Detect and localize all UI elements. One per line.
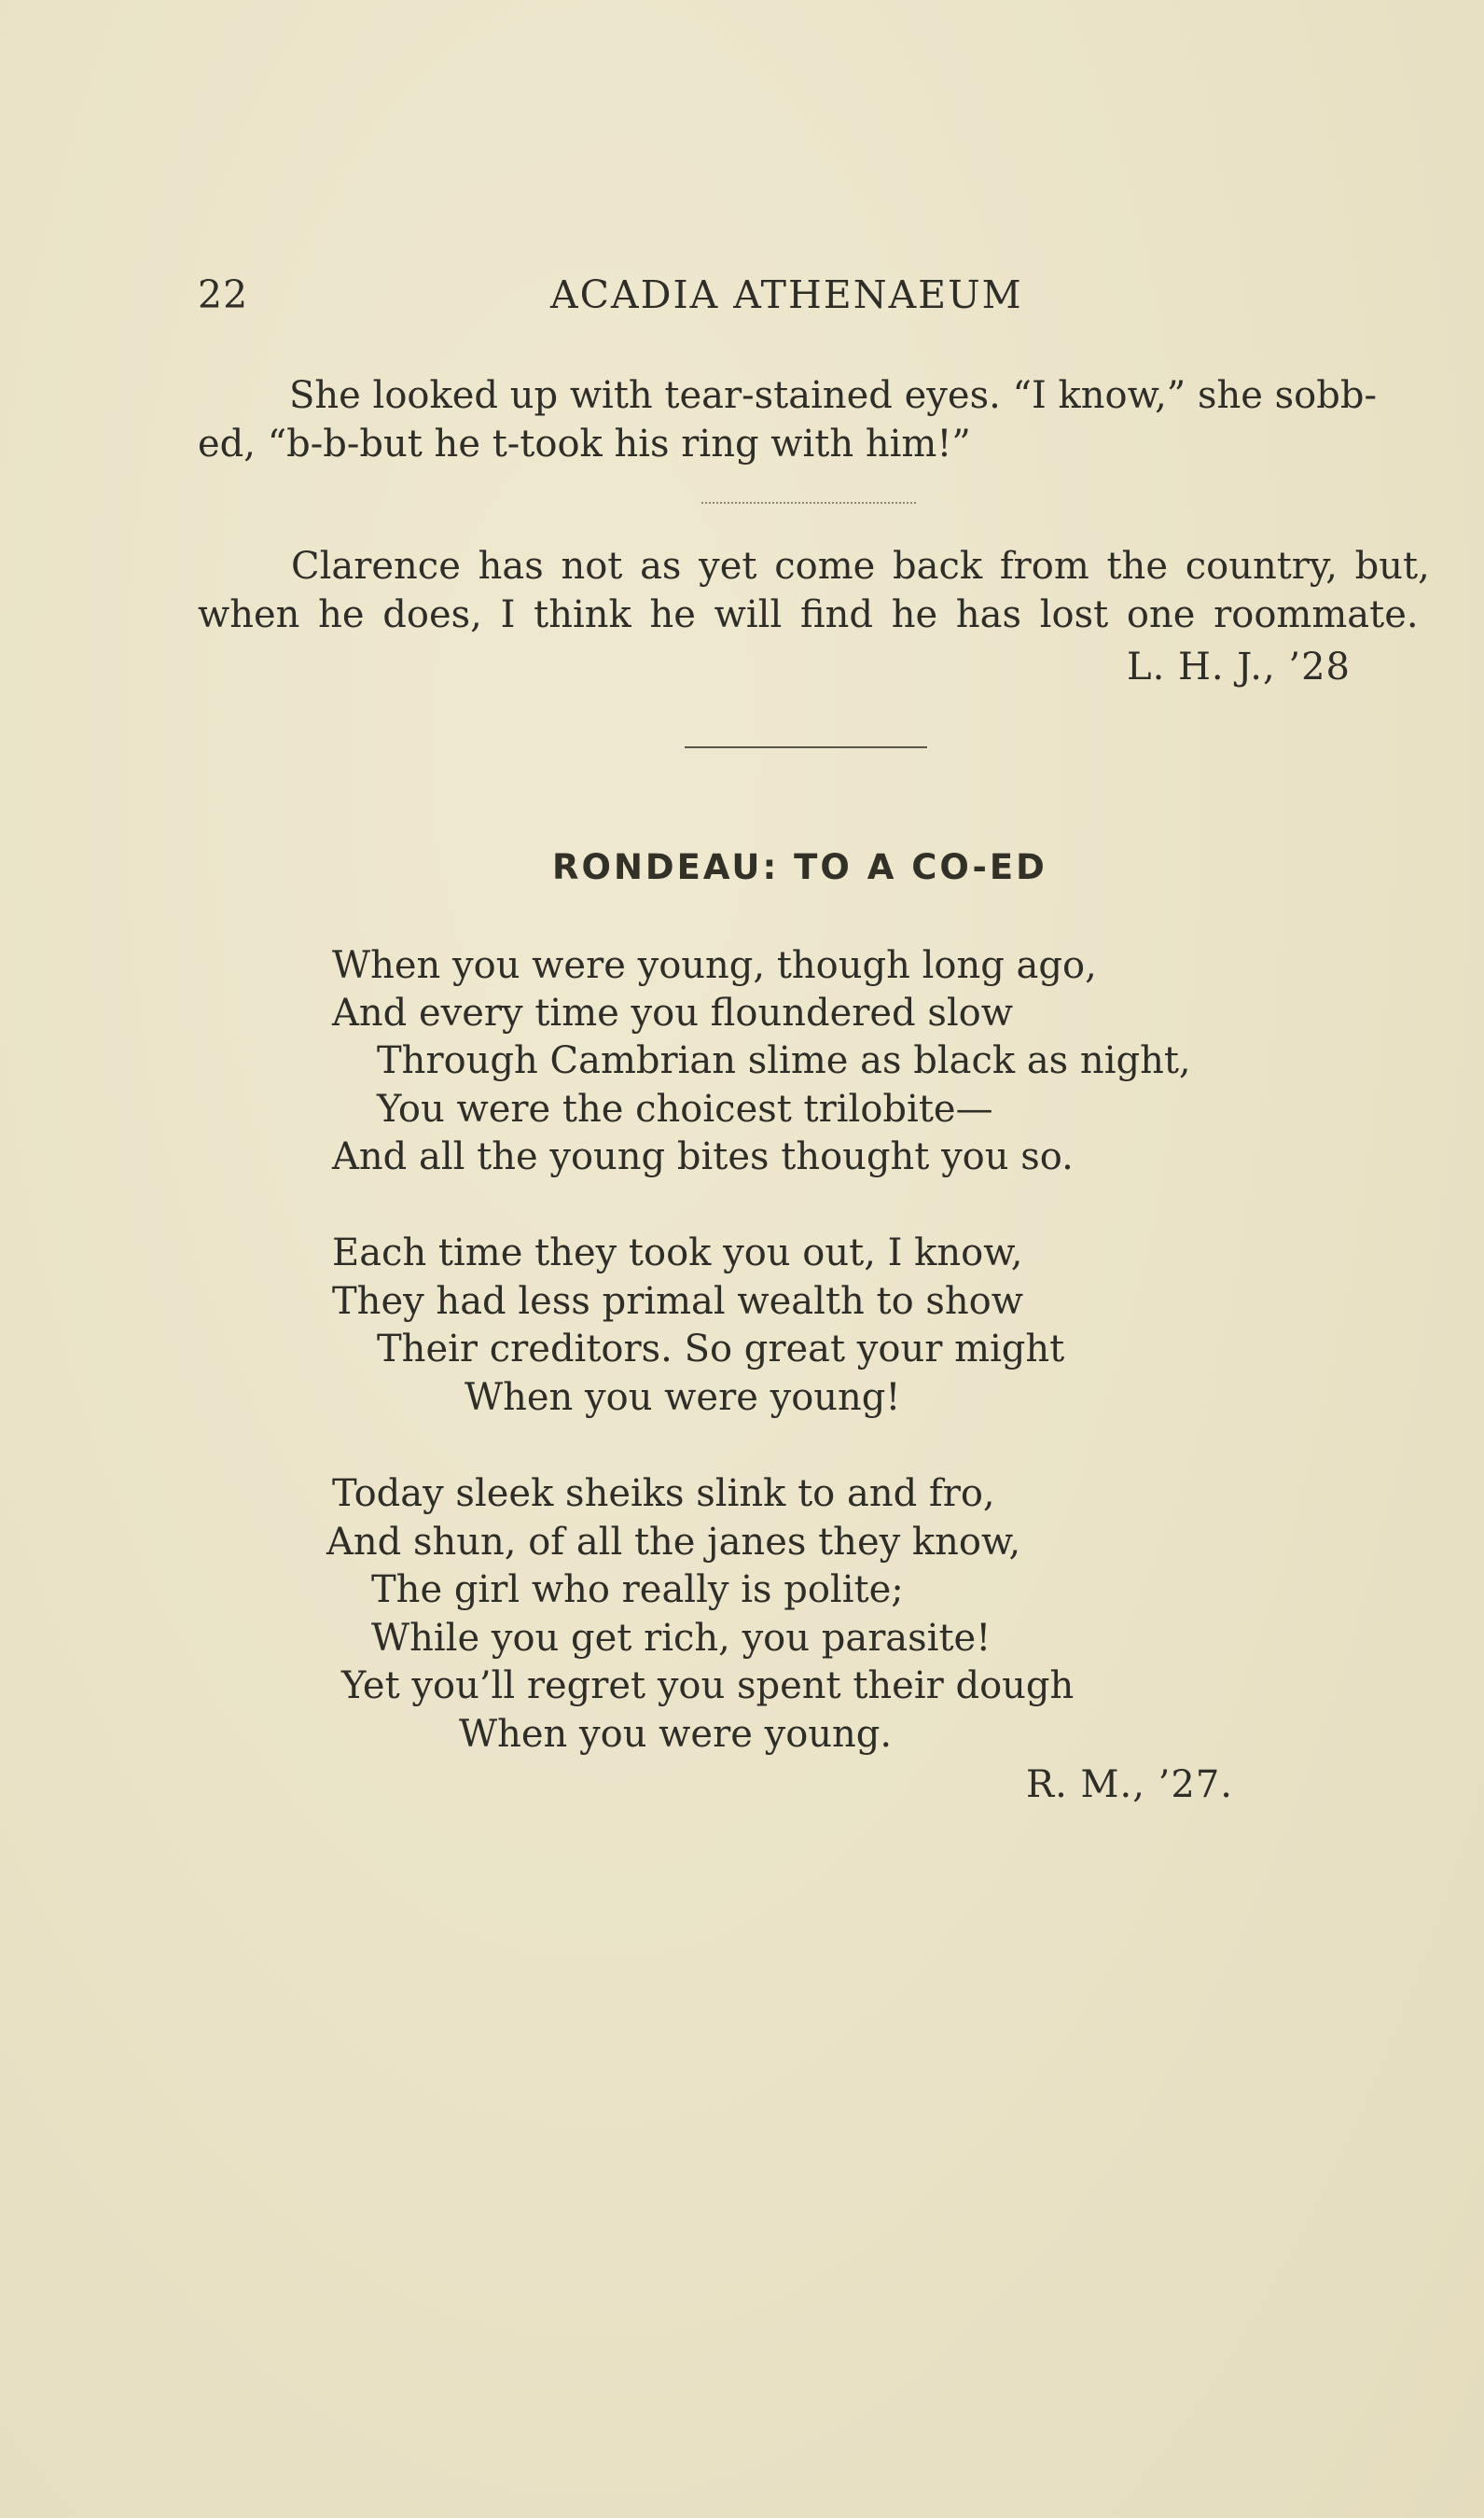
dotted-separator bbox=[701, 502, 916, 504]
poem-line: Yet you’ll regret you spent their dough bbox=[341, 1664, 1075, 1707]
poem-line: When you were young, though long ago, bbox=[332, 944, 1097, 987]
story-line: Clarence has not as yet come back from the country, but, bbox=[291, 545, 1430, 588]
poem-title: RONDEAU: TO A CO-ED bbox=[552, 847, 1047, 887]
poem-line: When you were young. bbox=[459, 1713, 893, 1756]
running-title: ACADIA ATHENAEUM bbox=[550, 272, 1023, 317]
section-rule bbox=[685, 746, 927, 748]
poem-line: Their creditors. So great your might bbox=[377, 1328, 1065, 1370]
poem-signature: R. M., ’27. bbox=[1026, 1763, 1233, 1806]
story-line: when he does, I think he will find he has lost one roommate. bbox=[198, 593, 1419, 636]
poem-line: Today sleek sheiks slink to and fro, bbox=[332, 1472, 995, 1515]
poem-line: And shun, of all the janes they know, bbox=[326, 1521, 1021, 1564]
poem-line: They had less primal wealth to show bbox=[332, 1280, 1023, 1323]
poem-line: When you were young! bbox=[465, 1376, 901, 1419]
poem-line: Through Cambrian slime as black as night, bbox=[377, 1039, 1191, 1082]
poem-line: Each time they took you out, I know, bbox=[332, 1231, 1023, 1274]
poem-line: The girl who really is polite; bbox=[371, 1568, 904, 1611]
story-line: She looked up with tear-stained eyes. “I know,” she sobb- bbox=[289, 374, 1377, 417]
story-signature: L. H. J., ’28 bbox=[1127, 646, 1351, 689]
poem-line: And every time you floundered slow bbox=[332, 992, 1013, 1035]
poem-line: You were the choicest trilobite— bbox=[377, 1088, 993, 1131]
story-line: ed, “b-b-but he t-took his ring with him!” bbox=[198, 423, 971, 466]
poem-line: While you get rich, you parasite! bbox=[371, 1617, 992, 1660]
poem-line: And all the young bites thought you so. bbox=[332, 1135, 1074, 1178]
page-number: 22 bbox=[198, 272, 249, 317]
